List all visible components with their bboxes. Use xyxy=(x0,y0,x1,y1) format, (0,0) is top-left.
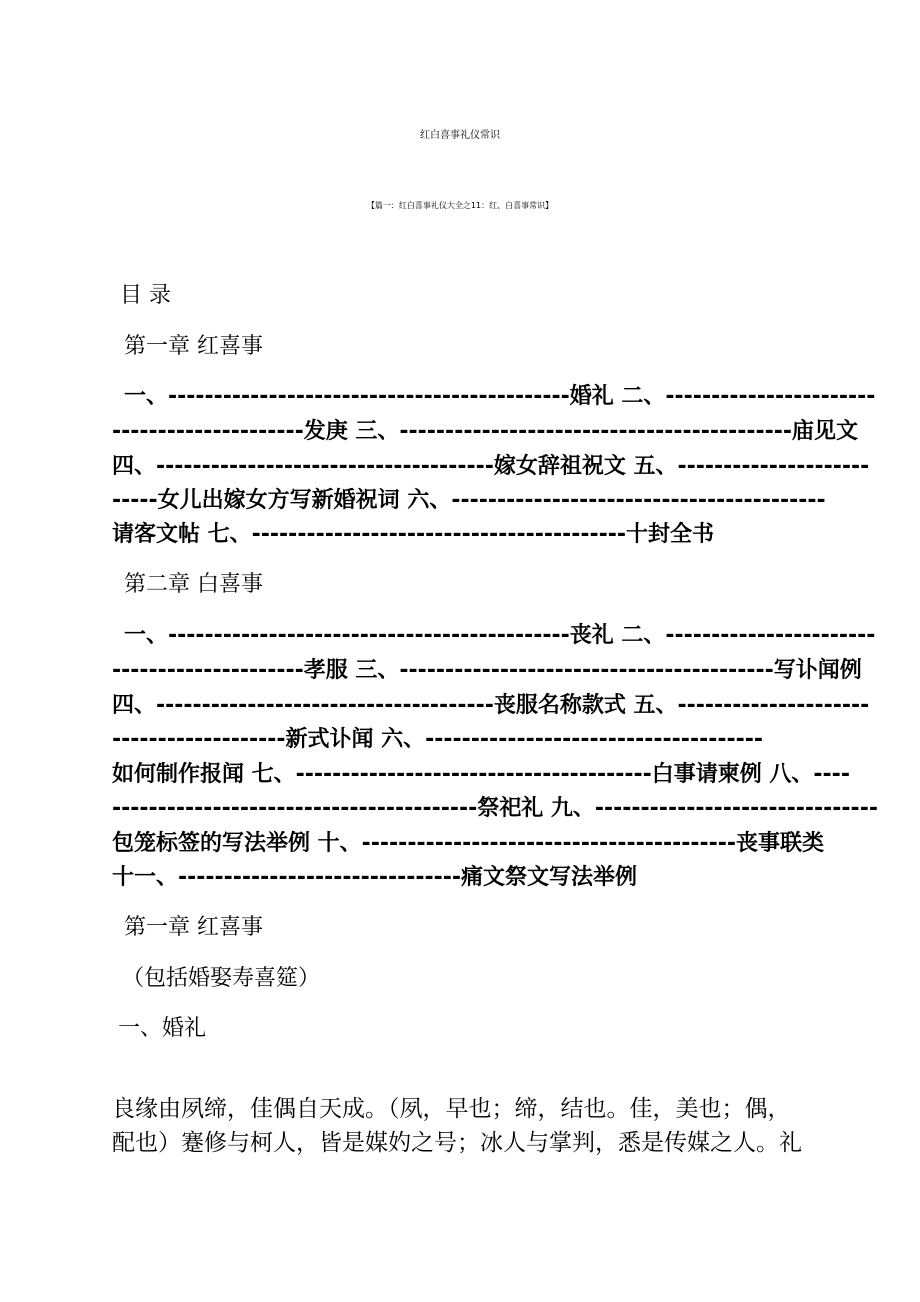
toc-line: -------------------新式讣闻 六、------------------------------------- xyxy=(112,727,763,752)
toc-line: 一、--------------------------------------------丧礼 二、----------------------- xyxy=(124,623,876,648)
section1-heading: 一、婚礼 xyxy=(118,1016,207,1041)
chapter2-heading: 第二章 白喜事 xyxy=(124,572,263,597)
chapter1-heading: 第一章 红喜事 xyxy=(124,334,263,359)
toc-line: 请客文帖 七、-----------------------------------------十封全书 xyxy=(112,522,715,547)
toc-line: 四、-------------------------------------丧服名称款式 五、--------------------- xyxy=(112,693,870,718)
toc-line: ----------------------------------------祭祀礼 九、------------------------------- xyxy=(112,796,878,821)
toc-line: 四、-------------------------------------嫁女辞祖祝文 五、--------------------- xyxy=(112,454,870,479)
toc-line: ---------------------孝服 三、-----------------------------------------写讣闻例 xyxy=(112,658,862,683)
toc-line: 如何制作报闻 七、---------------------------------------白事请柬例 八、---- xyxy=(112,762,850,787)
chapter1-heading-repeat: 第一章 红喜事 xyxy=(124,915,263,940)
body-paragraph-line: 良缘由夙缔，佳偶自天成。（夙，早也；缔，结也。佳，美也；偶， xyxy=(112,1096,791,1122)
document-subtitle: 【篇一：红白喜事礼仪大全之11：红、白喜事常识】 xyxy=(366,201,554,210)
toc-line: ---------------------发庚 三、-------------------------------------------庙见文 xyxy=(112,419,859,444)
body-paragraph-line: 配也）蹇修与柯人，皆是媒妁之号；冰人与掌判，悉是传媒之人。礼 xyxy=(112,1130,802,1156)
chapter1-note: （包括婚娶寿喜筵） xyxy=(122,966,321,991)
toc-line: -----女儿出嫁女方写新婚祝词 六、----------------------------------------- xyxy=(112,488,826,513)
toc-label: 目 录 xyxy=(120,283,171,308)
toc-line: 包笼标签的写法举例 十、-----------------------------------------丧事联类 xyxy=(112,831,825,856)
document-title: 红白喜事礼仪常识 xyxy=(420,130,500,141)
toc-line: 十一、-------------------------------痛文祭文写法举例 xyxy=(112,865,638,890)
toc-line: 一、--------------------------------------------婚礼 二、----------------------- xyxy=(124,384,876,409)
